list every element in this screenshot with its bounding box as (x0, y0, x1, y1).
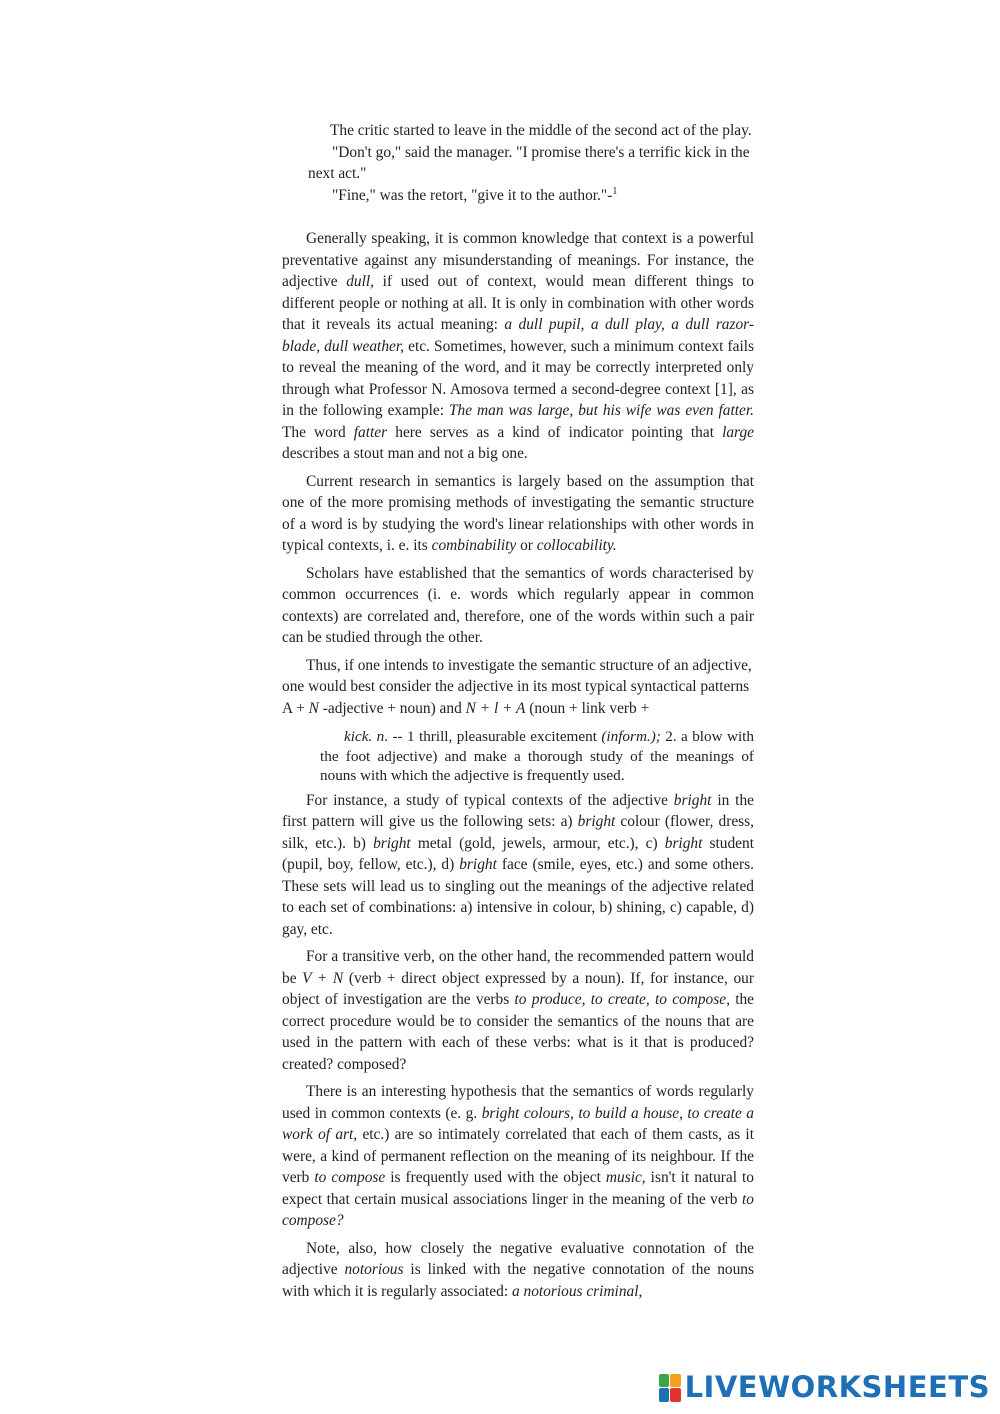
paragraph-8: Note, also, how closely the negative evaluative connotation of the adjective notorious is linked with the negative connotation of the nouns with which it is regularly associated: a notorious criminal, (282, 1239, 754, 1300)
paragraph-2: Current research in semantics is largely based on the assumption that one of the more promising methods of investigating the semantic structure of a word is by studying the word's linear relationships with other words in typical contexts, i. e. its combinability or collocability. (282, 472, 754, 554)
paragraph-6: For a transitive verb, on the other hand, the recommended pattern would be V + N (verb + direct object expressed by a noun). If, for instance, our object of investigation are the verbs to produce, to create, to compose, the correct procedure would be to consider the semantics of the nouns that are used in the pattern with each of these verbs: what is it that is produced? created? composed? (282, 948, 754, 1073)
logo-mark-icon (659, 1374, 681, 1402)
document-page (282, 120, 754, 1308)
body-text (282, 228, 754, 1302)
paragraph-5: For instance, a study of typical contexts of the adjective bright in the first pattern will give us the following sets: a) bright colour (flower, dress, silk, etc.). b) bright metal (gold, jewels, armour, etc.), c) bright student (pupil, boy, fellow, etc.), d) bright face (smile, eyes, etc.) and some others. These sets will lead us to singling out the meanings of the adjective related to each set of combinations: a) intensive in colour, b) shining, c) capable, d) gay, etc. (282, 791, 754, 938)
paragraph-7: There is an interesting hypothesis that the semantics of words regularly used in common contexts (e. g. bright colours, to build a house, to create a work of art, etc.) are so intimately correlated that each of them casts, as it were, a kind of permanent reflection on the meaning of its neighbour. If the verb to compose is frequently used with the object music, isn't it natural to expect that certain musical associations linger in the meaning of the verb to compose? (282, 1083, 755, 1229)
logo-text: LIVEWORKSHEETS (684, 1370, 990, 1404)
paragraph-1: Generally speaking, it is common knowledge that context is a powerful preventative against any misunderstanding of meanings. For instance, the adjective dull, if used out of context, would mean different things to different people or nothing at all. It is only in combination with other words that it reveals its actual meaning: a dull pupil, a dull play, a dull razor-blade, dull weather, etc. Sometimes, however, such a minimum context fails to reveal the meaning of the word, and it may be correctly interpreted only through what Professor N. Amosova termed a second-degree context [1], as in the following example: The man was large, but his wife was even fatter. The word fatter here serves as a kind of indicator pointing that large describes a stout man and not a big one. (282, 230, 755, 462)
footnote-mark: 1 (612, 185, 618, 197)
footnote: kick. n. -- 1 thrill, pleasurable excitement (inform.); 2. a blow with the foot adjective) and make a thorough study of the meanings of nouns with which the adjective is frequently used. (320, 728, 754, 784)
joke-line-3: "Fine," was the retort, "give it to the author."-$^1$ (332, 185, 618, 204)
paragraph-3: Scholars have established that the semantics of words characterised by common occurrences (i. e. words which regularly appear in common contexts) are correlated and, therefore, one of the words within such a pair can be studied through the other. (282, 564, 754, 646)
epigraph-joke (306, 120, 754, 206)
joke-line-2: "Don't go," said the manager. "I promise there's a terrific kick in the next act." (308, 143, 750, 182)
paragraph-4: Thus, if one intends to investigate the semantic structure of an adjective, one would best consider the adjective in its most typical syntactical patterns A + N -adjective + noun) and N + l + A (noun + link verb + (282, 656, 752, 717)
joke-line-1: The critic started to leave in the middle of the second act of the play. (330, 122, 752, 139)
liveworksheets-logo[interactable] (659, 1370, 990, 1404)
